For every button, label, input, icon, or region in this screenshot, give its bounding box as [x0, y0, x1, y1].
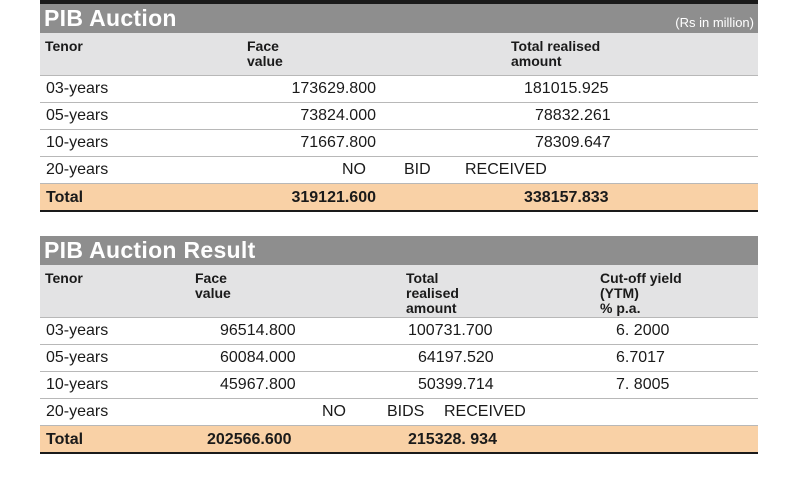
cutoff-yield-cell: 6.7017	[616, 349, 665, 366]
header-total-realised: Total realised amount	[511, 38, 601, 69]
total-face-value: 319121.600	[291, 189, 376, 206]
pib-auction-table	[40, 0, 758, 212]
total-realised-value: 338157.833	[524, 189, 609, 206]
unit-note: (Rs in million)	[675, 15, 754, 30]
total-label: Total	[46, 431, 84, 448]
pib-auction-result-table	[40, 236, 758, 454]
table-row	[40, 130, 758, 157]
total-face-value: 202566.600	[207, 431, 292, 448]
no-bid-word: BIDS	[387, 403, 425, 420]
face-value-cell: 45967.800	[220, 376, 296, 393]
table-header	[40, 265, 758, 318]
no-bid-word: NO	[342, 161, 366, 178]
table-row	[40, 372, 758, 399]
header-face-value: Face value	[195, 270, 231, 301]
tenor-cell: 05-years	[46, 349, 109, 366]
table-row	[40, 76, 758, 103]
pib-auction-title-bar	[40, 4, 758, 33]
total-realised-cell: 78832.261	[535, 107, 611, 124]
header-total-realised: Total realised amount	[406, 270, 459, 316]
table-row	[40, 157, 758, 184]
total-realised-cell: 64197.520	[418, 349, 494, 366]
cutoff-yield-cell: 6. 2000	[616, 322, 670, 339]
pib-auction-title: PIB Auction	[44, 5, 177, 31]
face-value-cell: 96514.800	[220, 322, 296, 339]
header-tenor: Tenor	[45, 270, 83, 286]
total-realised-value: 215328. 934	[408, 431, 497, 448]
total-row	[40, 426, 758, 454]
tenor-cell: 03-years	[46, 80, 109, 97]
pib-auction-result-title: PIB Auction Result	[44, 237, 256, 263]
header-cutoff-yield: Cut-off yield (YTM) % p.a.	[600, 270, 682, 316]
tenor-cell: 20-years	[46, 403, 109, 420]
no-bid-word: RECEIVED	[465, 161, 547, 178]
tenor-cell: 10-years	[46, 376, 109, 393]
face-value-cell: 73824.000	[300, 107, 376, 124]
pib-auction-result-title-bar	[40, 236, 758, 265]
table-row	[40, 345, 758, 372]
face-value-cell: 71667.800	[300, 134, 376, 151]
table-row	[40, 318, 758, 345]
tenor-cell: 05-years	[46, 107, 109, 124]
cutoff-yield-cell: 7. 8005	[616, 376, 670, 393]
total-label: Total	[46, 189, 84, 206]
face-value-cell: 60084.000	[220, 349, 296, 366]
no-bid-word: RECEIVED	[444, 403, 526, 420]
total-realised-cell: 100731.700	[408, 322, 493, 339]
total-realised-cell: 78309.647	[535, 134, 611, 151]
table-row	[40, 399, 758, 426]
tenor-cell: 10-years	[46, 134, 109, 151]
header-face-value: Face value	[247, 38, 283, 69]
total-realised-cell: 50399.714	[418, 376, 494, 393]
no-bid-word: NO	[322, 403, 346, 420]
total-row	[40, 184, 758, 212]
header-tenor: Tenor	[45, 38, 83, 54]
no-bid-word: BID	[404, 161, 431, 178]
table-header	[40, 33, 758, 76]
face-value-cell: 173629.800	[291, 80, 376, 97]
tenor-cell: 20-years	[46, 161, 109, 178]
total-realised-cell: 181015.925	[524, 80, 609, 97]
tenor-cell: 03-years	[46, 322, 109, 339]
table-row	[40, 103, 758, 130]
